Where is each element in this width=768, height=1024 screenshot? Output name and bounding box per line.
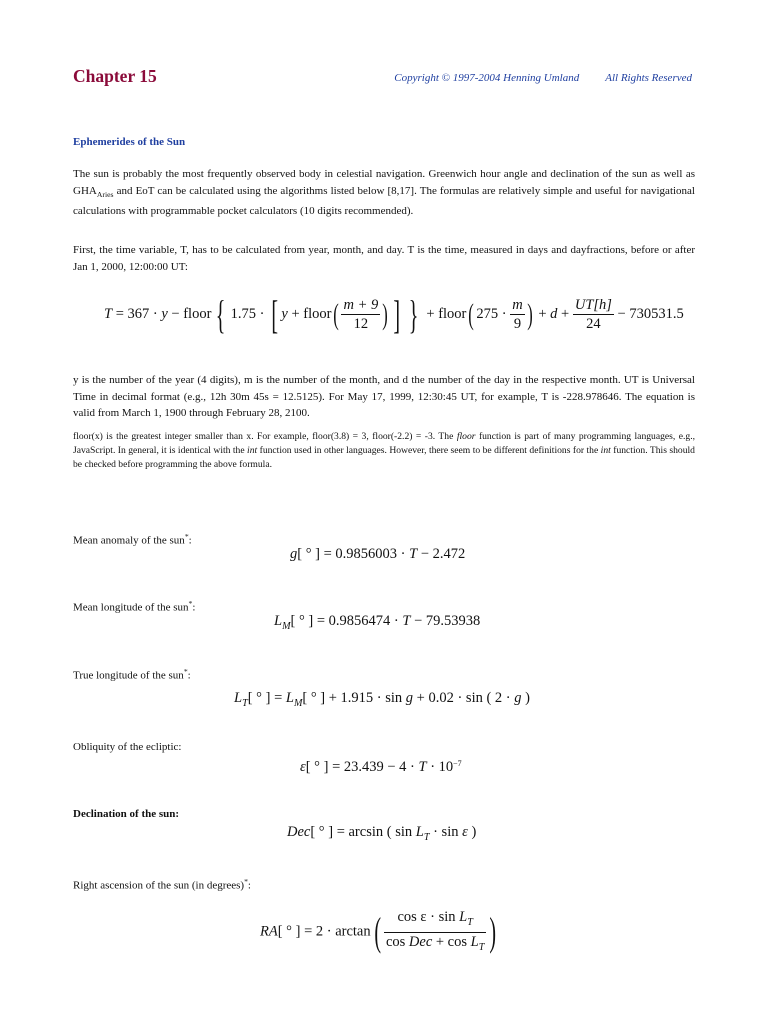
label-text: Mean anomaly of the sun bbox=[73, 534, 185, 547]
eq-T-part: + floor bbox=[422, 305, 467, 322]
equation-LT bbox=[234, 690, 530, 709]
eq-var: L bbox=[285, 690, 294, 706]
int-italic: int bbox=[247, 445, 258, 456]
paren-close: ) bbox=[382, 297, 388, 331]
frac-num: cos ε · sin bbox=[397, 909, 460, 925]
eq-sub: T bbox=[242, 697, 248, 709]
eq-var: ε bbox=[462, 824, 468, 840]
eq-part: + 0.02 · sin ( 2 · bbox=[413, 690, 515, 706]
bracket-open: [ bbox=[271, 291, 279, 337]
frac-den: 12 bbox=[353, 316, 369, 332]
frac-num: m + 9 bbox=[343, 297, 379, 313]
equation-Dec bbox=[287, 824, 476, 843]
frac-num: UT[h] bbox=[574, 297, 612, 313]
eq-T-y: y bbox=[161, 305, 168, 322]
label-text: Declination of the sun: bbox=[73, 808, 180, 820]
eq-part: = 0.9856003 · bbox=[319, 546, 410, 562]
eq-var: L bbox=[459, 909, 468, 925]
bracket-close: ] bbox=[393, 291, 401, 337]
eq-var: Dec bbox=[408, 933, 433, 950]
eq-var: T bbox=[418, 759, 427, 775]
explanation-paragraph: y is the number of the year (4 digits), m is the number of the month, and d the number of the day in the respective month. UT is Universal Time in decimal format (e.g., 12h 30m 45s = 12.5125). For May 17, 1999, 12:30:45 UT, for example, T is -228.978646. The equation is valid from March 1, 1900 through February 28, 2100. bbox=[73, 374, 695, 419]
floor-text: function is part of many programming languages, e.g., JavaScript. In general, it is identical with the bbox=[73, 431, 695, 456]
fraction-m-9 bbox=[510, 296, 524, 333]
eq-part: − 2.472 bbox=[417, 546, 466, 562]
intro-text-a: The sun is probably the most frequently observed body in celestial navigation. Greenwich hour angle and declination of the sun as well as GHA bbox=[73, 168, 695, 197]
label-mean-longitude bbox=[73, 599, 195, 614]
eq-part: + 1.915 · sin bbox=[325, 690, 406, 706]
label-text: True longitude of the sun bbox=[73, 669, 184, 682]
label-mean-anomaly bbox=[73, 532, 192, 547]
eq-T-y: y bbox=[281, 305, 288, 322]
asterisk: * bbox=[184, 532, 189, 541]
eq-var: g bbox=[514, 690, 522, 706]
chapter-title: Chapter 15 bbox=[73, 66, 157, 86]
eq-unit: [ ° ] bbox=[247, 690, 271, 706]
paren-open: ( bbox=[468, 297, 475, 331]
eq-var: T bbox=[402, 613, 411, 629]
label-declination bbox=[73, 808, 179, 820]
eq-unit: [ ° ] bbox=[310, 824, 334, 840]
eq-var: L bbox=[470, 933, 479, 950]
fraction-m9-12 bbox=[341, 296, 380, 333]
eq-T-part: 1.75 · bbox=[230, 305, 269, 322]
eq-var: ε bbox=[300, 759, 306, 775]
equation-RA bbox=[260, 908, 500, 957]
eq-part: = arcsin ( sin bbox=[333, 824, 416, 840]
eq-part: = 2 · arctan bbox=[300, 923, 371, 940]
eq-part: ) bbox=[467, 824, 477, 840]
asterisk: * bbox=[183, 667, 188, 676]
eq-part: ) bbox=[521, 690, 530, 706]
eq-part: − 79.53938 bbox=[410, 613, 481, 629]
colon: : bbox=[187, 669, 191, 682]
eq-unit: [ ° ] bbox=[277, 923, 301, 940]
colon: : bbox=[192, 601, 196, 614]
copyright-notice bbox=[394, 72, 692, 84]
label-right-ascension bbox=[73, 877, 251, 892]
eq-var: RA bbox=[260, 923, 278, 940]
eq-T-lhs: T bbox=[104, 305, 113, 322]
floor-text: floor(x) is the greatest integer smaller than x. For example, floor(3.8) = 3, floor(-2.2) = -3. The bbox=[73, 431, 457, 442]
label-text: Mean longitude of the sun bbox=[73, 601, 189, 614]
fraction-ra bbox=[384, 908, 486, 957]
eq-var: g bbox=[405, 690, 414, 706]
asterisk: * bbox=[188, 599, 193, 608]
eq-T-part: − floor bbox=[167, 305, 212, 322]
paren-open: ( bbox=[373, 909, 381, 955]
eq-T-part: + bbox=[557, 305, 573, 322]
eq-exp: −7 bbox=[453, 759, 462, 768]
brace-open: { bbox=[216, 291, 226, 337]
eq-sub: M bbox=[293, 697, 303, 709]
eq-T-part: 275 · bbox=[476, 305, 511, 322]
equation-T bbox=[104, 291, 684, 337]
eq-var: L bbox=[274, 613, 283, 629]
eq-var: g bbox=[290, 546, 298, 562]
eq-sub: T bbox=[478, 941, 485, 953]
eq-T-d: d bbox=[550, 305, 558, 322]
eq-unit: [ ° ] bbox=[297, 546, 320, 562]
label-true-longitude bbox=[73, 667, 191, 682]
asterisk: * bbox=[244, 877, 248, 886]
equation-LM bbox=[274, 613, 480, 632]
frac-den: 9 bbox=[513, 316, 522, 332]
int-italic: int bbox=[600, 445, 611, 456]
colon: : bbox=[247, 879, 251, 892]
eq-part: · sin bbox=[429, 824, 463, 840]
label-text: Right ascension of the sun (in degrees) bbox=[73, 879, 245, 892]
frac-den: 24 bbox=[586, 316, 601, 332]
intro-text-b: and EoT can be calculated using the algorithms listed below [8,17]. The formulas are relatively simple and useful for navigational calculations with programmable pocket calculators (10 digits recommended). bbox=[73, 184, 695, 218]
rights-text: All Rights Reserved bbox=[605, 72, 692, 84]
eq-part: = 0.9856474 · bbox=[313, 613, 403, 629]
eq-var: Dec bbox=[287, 824, 311, 840]
frac-den: cos bbox=[385, 933, 409, 950]
paren-close: ) bbox=[489, 909, 497, 955]
eq-T-tail: − 730531.5 bbox=[613, 305, 684, 322]
eq-T-part: + bbox=[534, 305, 551, 322]
eq-sub: T bbox=[467, 916, 473, 928]
eq-sub: T bbox=[423, 831, 430, 843]
time-variable-paragraph: First, the time variable, T, has to be calculated from year, month, and day. T is the time, measured in days and dayfractions, before or after Jan 1, 2000, 12:00:00 UT: bbox=[73, 244, 695, 273]
copyright-text: Copyright © 1997-2004 Henning Umland bbox=[394, 72, 580, 84]
eq-var: T bbox=[409, 546, 418, 562]
eq-var: L bbox=[234, 690, 243, 706]
section-title: Ephemerides of the Sun bbox=[73, 136, 186, 148]
floor-text: function used in other languages. However, there seem to be different definitions for the bbox=[257, 445, 601, 456]
frac-num: m bbox=[512, 297, 523, 313]
intro-paragraph bbox=[73, 166, 695, 220]
eq-part: = 23.439 − 4 · bbox=[328, 759, 419, 775]
frac-den: + cos bbox=[432, 933, 471, 950]
brace-close: } bbox=[408, 291, 418, 337]
eq-part: · 10 bbox=[426, 759, 454, 775]
paren-close: ) bbox=[526, 297, 533, 331]
eq-sub: M bbox=[282, 620, 291, 632]
label-obliquity: Obliquity of the ecliptic: bbox=[73, 741, 182, 753]
equation-eps bbox=[300, 759, 462, 776]
eq-part: = bbox=[270, 690, 286, 706]
eq-unit: [ ° ] bbox=[290, 613, 314, 629]
floor-paragraph bbox=[73, 430, 695, 472]
equation-g bbox=[290, 546, 465, 563]
aries-subscript: Aries bbox=[96, 189, 114, 199]
fraction-ut-24 bbox=[573, 296, 614, 333]
floor-italic: floor bbox=[456, 431, 476, 442]
eq-var: L bbox=[415, 824, 424, 840]
eq-unit: [ ° ] bbox=[305, 759, 329, 775]
eq-T-part: + floor bbox=[287, 305, 332, 322]
colon: : bbox=[188, 534, 192, 547]
floor-text: function. This should be checked before programming the above formula. bbox=[73, 445, 695, 470]
eq-unit: [ ° ] bbox=[302, 690, 326, 706]
eq-T-part: = 367 · bbox=[112, 305, 162, 322]
paren-open: ( bbox=[333, 297, 340, 331]
